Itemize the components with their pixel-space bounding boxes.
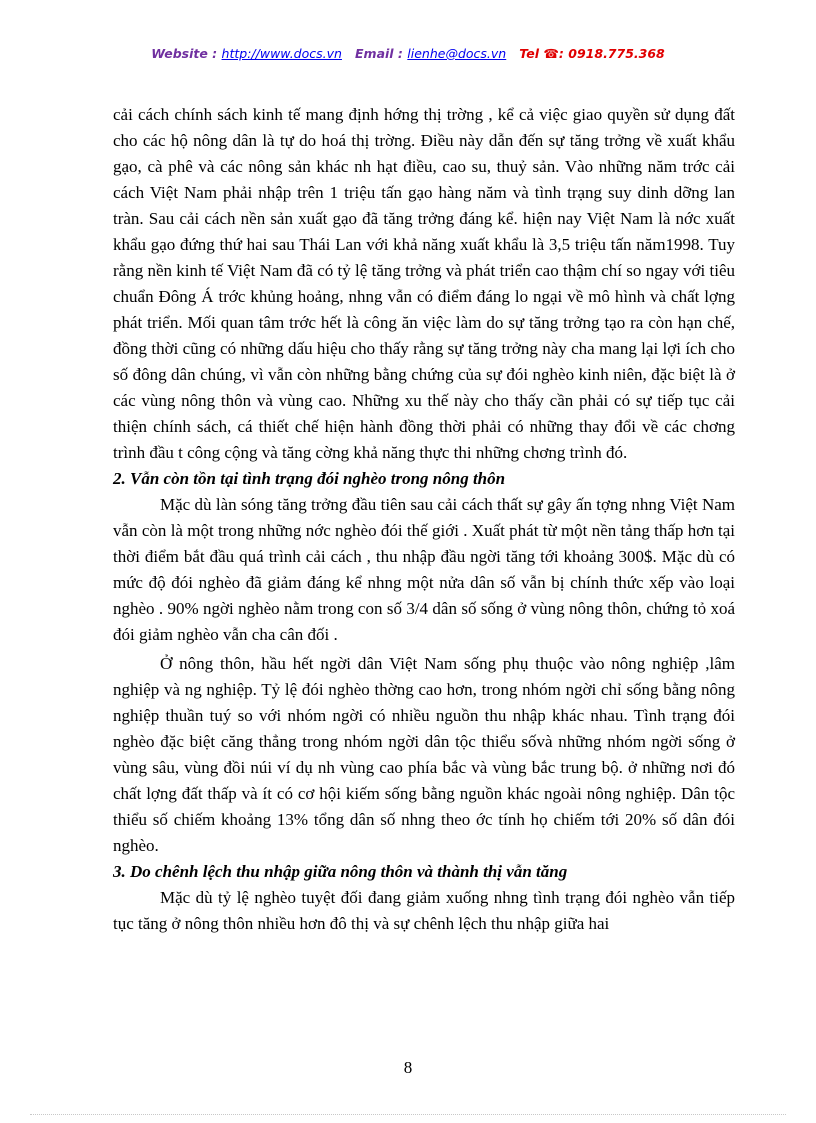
section-heading-3: 3. Do chênh lệch thu nhập giữa nông thôn và thành thị vẫn tăng — [113, 862, 568, 881]
tel-number: : 0918.775.368 — [558, 46, 665, 61]
website-link[interactable]: http://www.docs.vn — [221, 46, 342, 61]
paragraph-poverty: Mặc dù làn sóng tăng trởng đầu tiên sau cải cách thất sự gây ấn tợng nhng Việt Nam vẫn còn là một trong những nớc nghèo đói thế giới . Xuất phát từ một nền tảng thấp hơn tại thời điểm bắt đầu quá trình cải cách , thu nhập đầu ngời tăng tới khoảng 300$. Mặc dù có mức độ đói nghèo đã giảm đáng kể nhng một nửa dân số vẫn bị chính thức xếp vào loại nghèo . 90% ngời nghèo nằm trong con số 3/4 dân số sống ở vùng nông thôn, chứng tỏ xoá đói giảm nghèo vẫn cha cân đối . — [113, 495, 735, 644]
phone-icon: ☎ — [543, 46, 559, 61]
tel-label: Tel — [519, 46, 539, 61]
paragraph-rural: Ở nông thôn, hầu hết ngời dân Việt Nam sống phụ thuộc vào nông nghiệp ,lâm nghiệp và ng nghiệp. Tỷ lệ đói nghèo thờng cao hơn, trong nhóm ngời chỉ sống bằng nông nghiệp thuần tuý so với nhóm ngời có nhiều nguồn thu nhập khác nhau. Tình trạng đói nghèo đặc biệt căng thẳng trong nhóm ngời dân tộc thiểu sốvà những nhóm ngời sống ở vùng sâu, vùng đồi núi ví dụ nh vùng cao phía bắc và vùng bắc trung bộ. ở những nơi đó chất lợng đất thấp và ít có cơ hội kiếm sống bằng nguồn khác ngoài nông nghiệp. Dân tộc thiểu số chiếm khoảng 13% tổng dân số nhng theo ớc tính họ chiếm tới 20% số dân đói nghèo. — [113, 654, 735, 855]
page-number: 8 — [403, 1058, 413, 1077]
email-label: Email : — [355, 46, 403, 61]
document-body — [113, 102, 735, 937]
footer-divider — [30, 1114, 786, 1115]
website-label: Website : — [151, 46, 218, 61]
page-header — [0, 46, 816, 61]
section-heading-2: 2. Vẫn còn tồn tại tình trạng đói nghèo trong nông thôn — [113, 469, 506, 488]
paragraph-income-gap: Mặc dù tỷ lệ nghèo tuyệt đối đang giảm xuống nhng tình trạng đói nghèo vẫn tiếp tục tăng ở nông thôn nhiều hơn đô thị và sự chênh lệch thu nhập giữa hai — [113, 888, 735, 933]
email-link[interactable]: lienhe@docs.vn — [407, 46, 507, 61]
paragraph-intro: cải cách chính sách kinh tế mang định hớng thị trờng , kể cả việc giao quyền sử dụng đất cho các hộ nông dân là tự do hoá thị trờng. Điều này dẫn đến sự tăng trởng về xuất khẩu gạo, cà phê và các nông sản khác nh hạt điều, cao su, thuỷ sản. Vào những năm trớc cải cách Việt Nam phải nhập trên 1 triệu tấn gạo hàng năm và tình trạng suy dinh dỡng lan tràn. Sau cải cách nền sản xuất gạo đã tăng trởng đáng kể. hiện nay Việt Nam là nớc xuất khẩu gạo đứng thứ hai sau Thái Lan với khả năng xuất khẩu là 3,5 triệu tấn năm1998. Tuy rằng nền kinh tế Việt Nam đã có tỷ lệ tăng trởng và phát triển cao thậm chí so ngay với tiêu chuẩn Đông Á trớc khủng hoảng, nhng vẫn có điểm đáng lo ngại về mô hình và chất lợng phát triển. Mối quan tâm trớc hết là công ăn việc làm do sự tăng trởng tạo ra còn hạn chế, đồng thời cũng có những dấu hiệu cho thấy rằng sự tăng trởng này cha mang lại lợi ích cho số đông dân chúng, vì vẫn còn những bằng chứng của sự đói nghèo kinh niên, đặc biệt là ở các vùng nông thôn và vùng cao. Những xu thế này cho thấy cần phải có sự tiếp tục cải thiện chính sách, cá thiết chế hiện hành đồng thời phải có những thay đổi về các chơng trình đầu t công cộng và tăng cờng khả năng thực thi những chơng trình đó. — [113, 105, 735, 462]
